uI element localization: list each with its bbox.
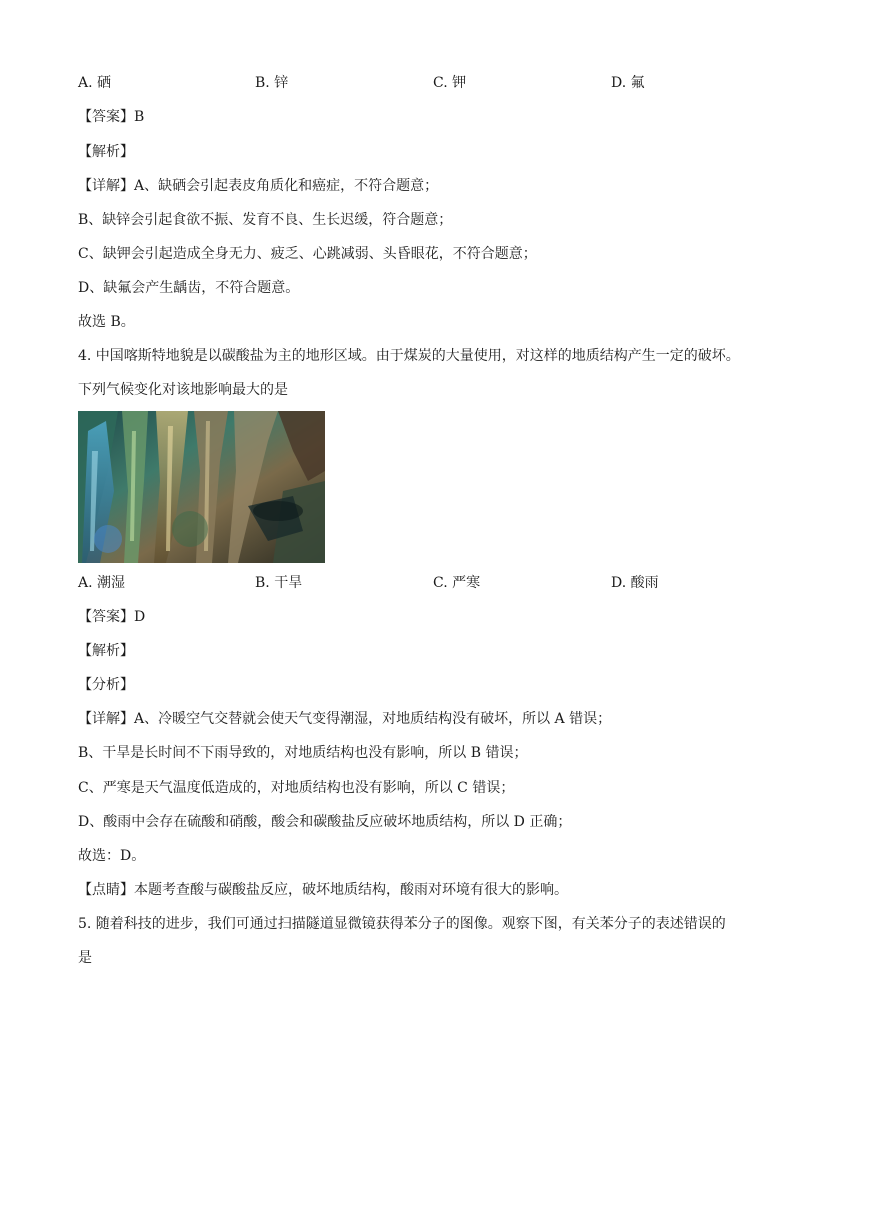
q3-detail-d: D、缺氟会产生龋齿，不符合题意。 xyxy=(78,280,300,296)
q3-analysis-label: 【解析】 xyxy=(78,144,134,160)
q4-stem-line2: 下列气候变化对该地影响最大的是 xyxy=(78,382,288,398)
q4-conclusion: 故选：D。 xyxy=(78,848,146,864)
q3-option-c: C. 钾 xyxy=(433,75,467,91)
q4-option-d: D. 酸雨 xyxy=(611,575,659,591)
q4-detail-c: C、严寒是天气温度低造成的，对地质结构也没有影响，所以 C 错误； xyxy=(78,780,515,796)
q3-answer: 【答案】B xyxy=(78,109,145,125)
karst-cave-photo xyxy=(78,411,325,563)
q4-detail-a: 【详解】A、冷暖空气交替就会使天气变得潮湿，对地质结构没有破坏，所以 A 错误； xyxy=(78,711,612,727)
q5-stem-line1: 5. 随着科技的进步，我们可通过扫描隧道显微镜获得苯分子的图像。观察下图，有关苯分子的表述错误的 xyxy=(78,916,726,932)
karst-cave-image xyxy=(78,411,325,563)
q4-detail-b: B、干旱是长时间不下雨导致的，对地质结构也没有影响，所以 B 错误； xyxy=(78,745,528,761)
q4-detail-d: D、酸雨中会存在硫酸和硝酸，酸会和碳酸盐反应破坏地质结构，所以 D 正确； xyxy=(78,814,572,830)
q4-option-c: C. 严寒 xyxy=(433,575,481,591)
q4-comment: 【点睛】本题考查酸与碳酸盐反应，破坏地质结构，酸雨对环境有很大的影响。 xyxy=(78,882,568,898)
q4-option-a: A. 潮湿 xyxy=(78,575,126,591)
q3-option-b: B. 锌 xyxy=(255,75,289,91)
q3-detail-a: 【详解】A、缺硒会引起表皮角质化和癌症，不符合题意； xyxy=(78,178,439,194)
q4-analysis-label: 【解析】 xyxy=(78,643,134,659)
q4-analyze-label: 【分析】 xyxy=(78,677,134,693)
q3-option-a: A. 硒 xyxy=(78,75,112,91)
q3-conclusion: 故选 B。 xyxy=(78,314,135,330)
q4-option-b: B. 干旱 xyxy=(255,575,303,591)
q3-option-d: D. 氟 xyxy=(611,75,645,91)
q5-stem-line2: 是 xyxy=(78,950,92,966)
q4-stem-line1: 4. 中国喀斯特地貌是以碳酸盐为主的地形区域。由于煤炭的大量使用，对这样的地质结构产生一定的破坏。 xyxy=(78,348,740,364)
q3-detail-c: C、缺钾会引起造成全身无力、疲乏、心跳减弱、头昏眼花，不符合题意； xyxy=(78,246,537,262)
q3-detail-b: B、缺锌会引起食欲不振、发育不良、生长迟缓，符合题意； xyxy=(78,212,453,228)
q4-answer: 【答案】D xyxy=(78,609,146,625)
